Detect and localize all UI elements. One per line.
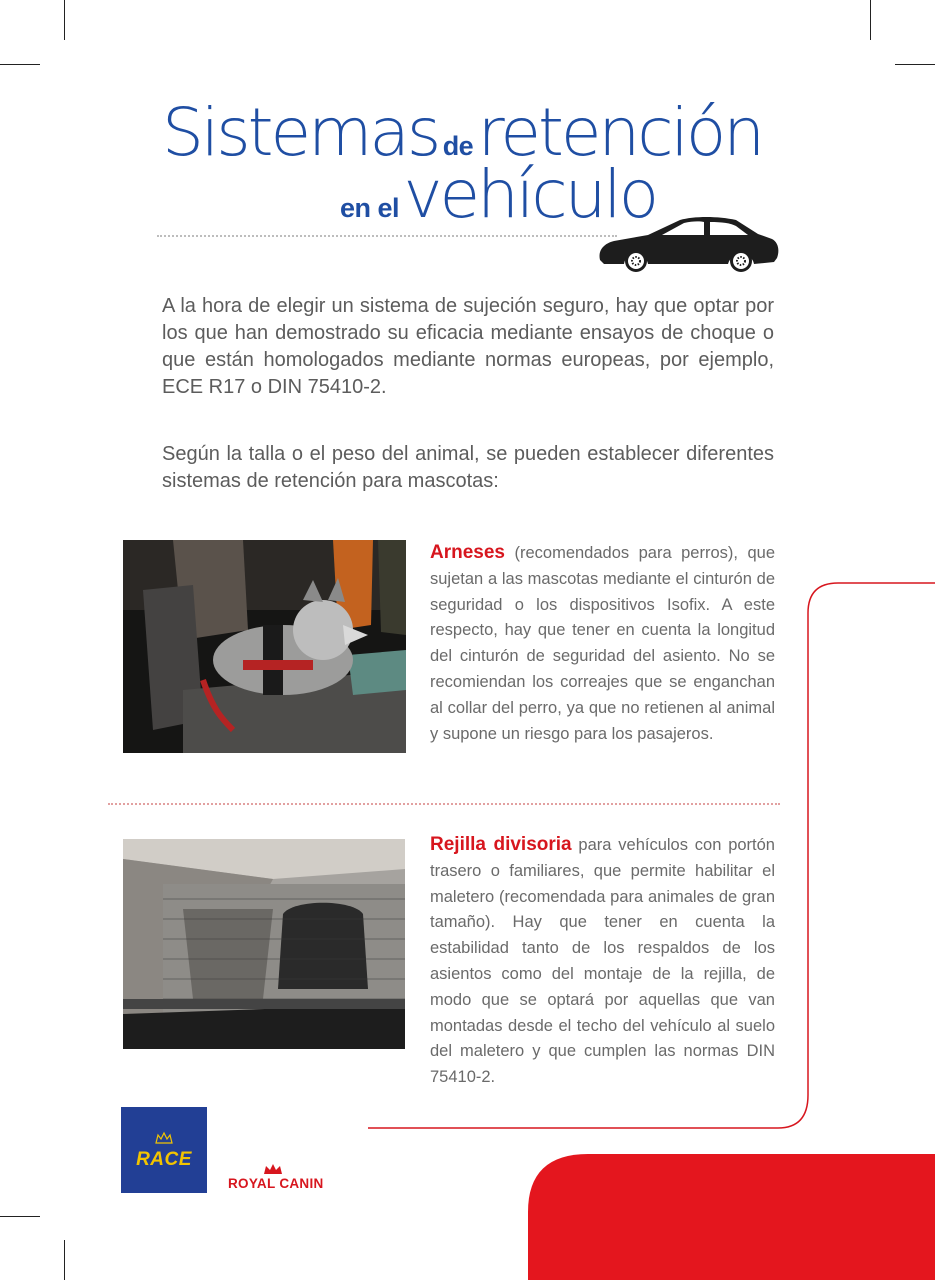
- title-word-sistemas: Sistemas: [162, 94, 439, 171]
- race-logo-text: RACE: [136, 1149, 192, 1170]
- title-divider: [157, 235, 617, 237]
- divider-grid-text: para vehículos con portón trasero o familiares, que permite habilitar el maletero (recomendada para animales de gran tamaño). Hay que tener en cuenta la estabilidad tanto de los respaldos de los asientos como del montaje de la rejilla, de modo que se optará por aquellas que van montadas desde el techo del vehículo al suelo del maletero y que cumplen las normas DIN 75410-2.: [430, 836, 775, 1087]
- red-frame-line: [360, 575, 935, 1135]
- intro-paragraph-1: A la hora de elegir un sistema de sujeción seguro, hay que optar por los que han demostrado su eficacia mediante ensayos de choque o que están homologados mediante normas europeas, por ejemplo, ECE R17 o DIN 75410-2.: [162, 295, 774, 398]
- royal-canin-crown-icon: [262, 1162, 284, 1176]
- crown-icon: [155, 1131, 173, 1145]
- royal-canin-logo: ROYAL CANIN: [228, 1176, 324, 1191]
- crop-mark: [64, 0, 65, 40]
- title-word-vehiculo: vehículo: [403, 156, 657, 233]
- title-word-de: de: [442, 131, 474, 161]
- red-corner-shape: [528, 1152, 935, 1280]
- crop-mark: [895, 64, 935, 65]
- race-logo: [121, 1107, 207, 1193]
- crop-mark: [870, 0, 871, 40]
- crop-mark: [64, 1240, 65, 1280]
- crop-mark: [0, 1216, 40, 1217]
- harness-title: Arneses: [430, 542, 505, 563]
- crop-mark: [0, 64, 40, 65]
- car-icon: [596, 214, 780, 274]
- divider-grid-title: Rejilla divisoria: [430, 834, 572, 855]
- harness-text: (recomendados para perros), que sujetan a las mascotas mediante el cinturón de seguridad o los dispositivos Isofix. A este respecto, hay que tener en cuenta la longitud del cinturón de seguridad del asiento. No se recomiendan los correajes que se enganchan al collar del perro, ya que no retienen al animal y supone un riesgo para los pasajeros.: [430, 544, 775, 743]
- title-word-retencion: retención: [477, 94, 763, 171]
- title-word-en-el: en el: [340, 193, 400, 223]
- intro-paragraph-2: Según la talla o el peso del animal, se pueden establecer diferentes sistemas de retención para mascotas:: [162, 443, 774, 492]
